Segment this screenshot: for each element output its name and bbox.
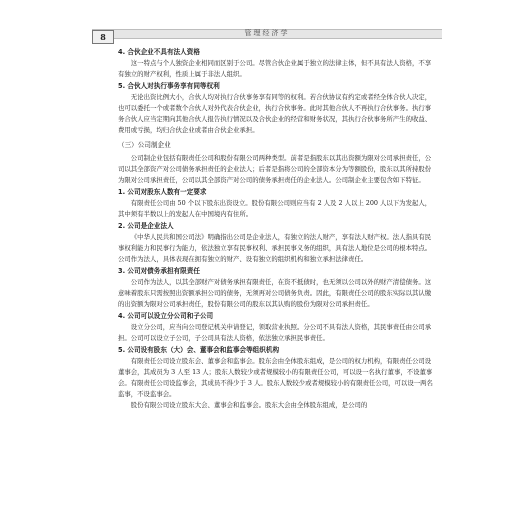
paragraph-partners-equal-rights: 无论出资比例大小，合伙人均对执行合伙事务享有同等的权利。若合伙协议有约定或者经全体合伙人决定，也可以委托一个或者数个合伙人对外代表合伙企业，执行合伙事务。此时其他合伙人不再执行合伙事务。执行事务合伙人应当定期向其他合伙人报告执行情况以及合伙企业的经营和财务状况，其执行合伙事务所产生的收益、费用或亏损，均归合伙企业或者由合伙企业承担。 [118, 93, 432, 134]
heading-limited-liability: 3. 公司对债务承担有限责任 [118, 267, 200, 275]
running-header [92, 27, 442, 39]
paragraph-joint-stock-governance: 股份有限公司设立股东大会、董事会和监事会。股东大会由全体股东组成，是公司的 [130, 401, 368, 409]
paragraph-branches-subsidiaries: 设立分公司，应当向公司登记机关申请登记，领取营业执照。分公司不具有法人资格，其民事责任由公司承担。公司可以设立子公司，子公司具有法人资格，依法独立承担民事责任。 [118, 323, 432, 342]
paragraph-shareholder-count: 有限责任公司由 50 个以下股东出资设立。股份有限公司则应当有 2 人及 2 人以上 200 人以下为发起人，其中须有半数以上的发起人在中国境内有住所。 [118, 199, 432, 218]
paragraph-enterprise-legal-person: 《中华人民共和国公司法》明确指出公司是企业法人，有独立的法人财产，享有法人财产权。法人指具有民事权利能力和民事行为能力，依法独立享有民事权利、承担民事义务的组织，具有法人地位是公司的根本特点。公司作为法人，具体表现在拥有独立的财产、设有独立的组织机构和独立承担法律责任。 [118, 233, 432, 263]
header-title: 管理经济学 [244, 29, 290, 37]
page-body [118, 46, 436, 411]
heading-enterprise-legal-person: 2. 公司是企业法人 [118, 222, 174, 230]
paragraph-llc-governance: 有限责任公司设立股东会、董事会和监事会。股东会由全体股东组成，是公司的权力机构，有限责任公司设董事会，其成员为 3 人至 13 人；股东人数较少或者规模较小的有限责任公司，可以设一名执行董事，不设董事会。有限责任公司设监事会，其成员不得少于 3 人。股东人数较少或者规模较小的有限责任公司，可以设一两名监事，不设监事会。 [118, 357, 433, 398]
heading-partnership-no-legal-person: 4. 合伙企业不具有法人资格 [118, 48, 200, 56]
paragraph-partnership-no-legal-person: 这一特点与个人独资企业相同而区别于公司。尽管合伙企业属于独立的法律主体，但不具有法人资格，不享有独立的财产权利，性质上属于非法人组织。 [118, 59, 432, 78]
heading-governance-bodies: 5. 公司设有股东（大）会、董事会和监事会等组织机构 [118, 346, 280, 354]
paragraph-limited-liability: 公司作为法人，以其全部财产对债务承担有限责任，在资不抵债时，也无须以公司以外的财产清偿债务。这意味着股东只需按照出资额承担公司的债务，无须再对公司债务负责。因此，有限责任公司的股东实际以其认缴的出资额为限对公司承担责任，股份有限公司的股东以其认购的股份为限对公司承担责任。 [118, 278, 432, 308]
page-number: 8 [92, 30, 114, 44]
section-heading-corporate: （三）公司制企业 [118, 141, 171, 149]
heading-partners-equal-rights: 5. 合伙人对执行事务享有同等权利 [118, 82, 220, 90]
paragraph-corporate-intro: 公司制企业包括有限责任公司和股份有限公司两种类型。前者是指股东以其出资额为限对公司承担责任，公司以其全部资产对公司债务承担责任的企业法人；后者是指将公司的全部资本分为等额股份，股东以其所持股份为限对公司承担责任，公司以其全部资产对公司的债务承担责任的企业法人。公司制企业主要包含如下特征。 [118, 154, 432, 184]
heading-branches-subsidiaries: 4. 公司可以设立分公司和子公司 [118, 312, 214, 320]
heading-shareholder-count: 1. 公司对股东人数有一定要求 [118, 188, 207, 196]
